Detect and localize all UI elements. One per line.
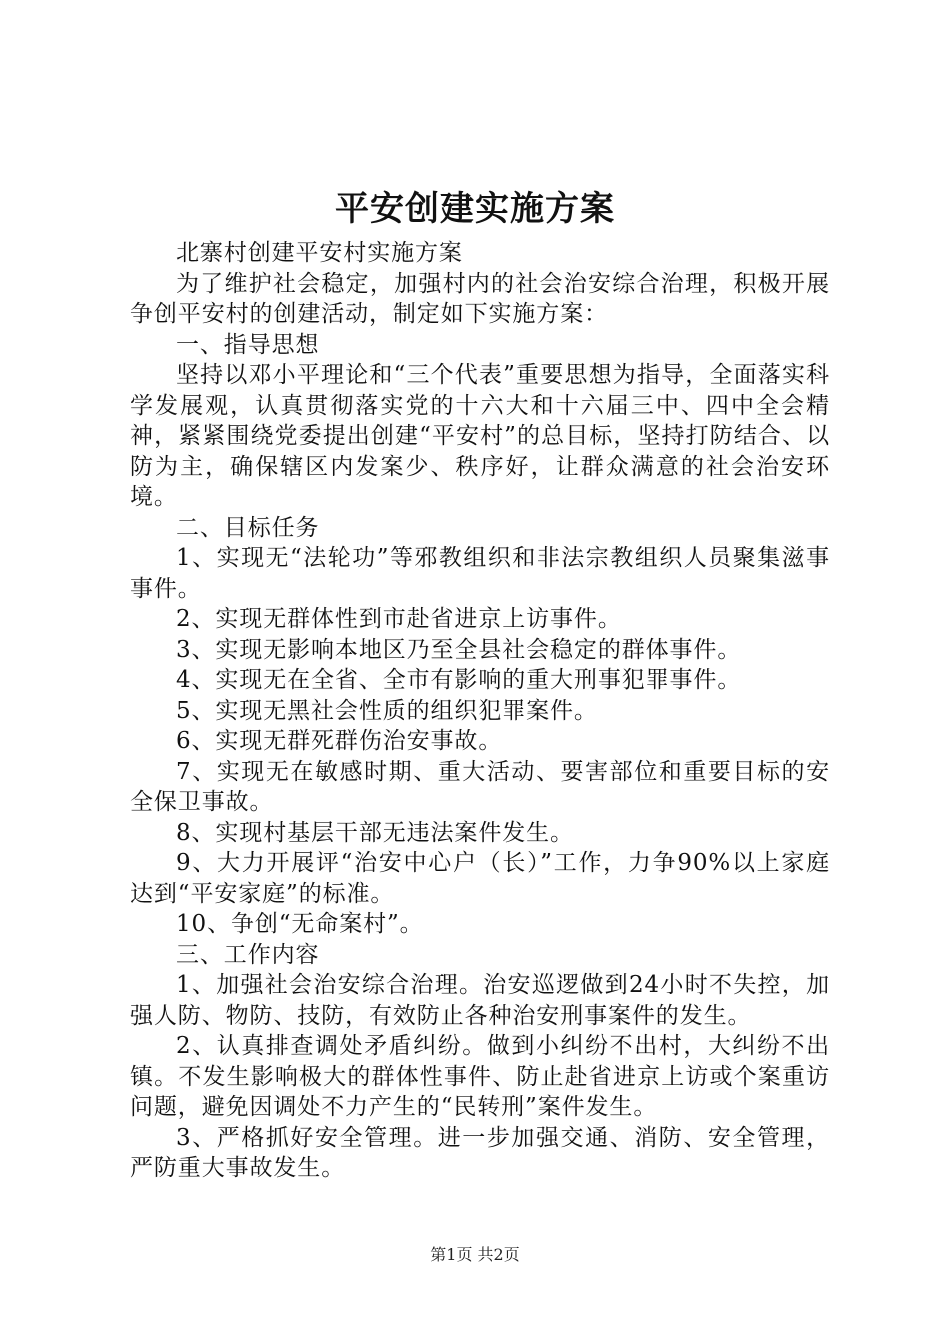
list-item: 1、实现无“法轮功”等邪教组织和非法宗教组织人员聚集滋事事件。 xyxy=(130,545,830,602)
list-item: 3、实现无影响本地区乃至全县社会稳定的群体事件。 xyxy=(176,636,742,663)
list-item: 10、争创“无命案村”。 xyxy=(176,911,424,937)
list-item: 3、严格抓好安全管理。进一步加强交通、消防、安全管理，严防重大事故发生。 xyxy=(130,1124,830,1181)
list-item: 8、实现村基层干部无违法案件发生。 xyxy=(176,819,574,846)
section-heading: 三、工作内容 xyxy=(176,941,320,968)
document-body xyxy=(130,238,830,1184)
paragraph: 北寨村创建平安村实施方案 xyxy=(176,240,463,266)
document-title: 平安创建实施方案 xyxy=(335,189,615,229)
list-item: 2、认真排查调处矛盾纠纷。做到小纠纷不出村，大纠纷不出镇。不发生影响极大的群体性事件、防止赴省进京上访或个案重访问题，避免因调处不力产生的“民转刑”案件发生。 xyxy=(130,1033,830,1120)
paragraph: 坚持以邓小平理论和“三个代表”重要思想为指导，全面落实科学发展观，认真贯彻落实党的十六大和十六届三中、四中全会精神，紧紧围绕党委提出创建“平安村”的总目标，坚持打防结合、以防为主，确保辖区内发案少、秩序好，让群众满意的社会治安环境。 xyxy=(130,362,830,510)
list-item: 5、实现无黑社会性质的组织犯罪案件。 xyxy=(176,697,598,724)
list-item: 7、实现无在敏感时期、重大活动、要害部位和重要目标的安全保卫事故。 xyxy=(130,758,830,815)
page-footer: 第1页 共2页 xyxy=(430,1245,520,1264)
list-item: 2、实现无群体性到市赴省进京上访事件。 xyxy=(176,606,622,632)
section-heading: 一、指导思想 xyxy=(176,331,320,358)
paragraph: 为了维护社会稳定，加强村内的社会治安综合治理，积极开展争创平安村的创建活动，制定如下实施方案： xyxy=(130,270,830,327)
section-heading: 二、目标任务 xyxy=(176,514,320,541)
list-item: 4、实现无在全省、全市有影响的重大刑事犯罪事件。 xyxy=(176,667,742,693)
list-item: 6、实现无群死群伤治安事故。 xyxy=(176,728,503,754)
list-item: 1、加强社会治安综合治理。治安巡逻做到24小时不失控，加强人防、物防、技防，有效防止各种治安刑事案件的发生。 xyxy=(130,972,830,1029)
list-item: 9、大力开展评“治安中心户（长）”工作，力争90%以上家庭达到“平安家庭”的标准。 xyxy=(130,850,830,907)
